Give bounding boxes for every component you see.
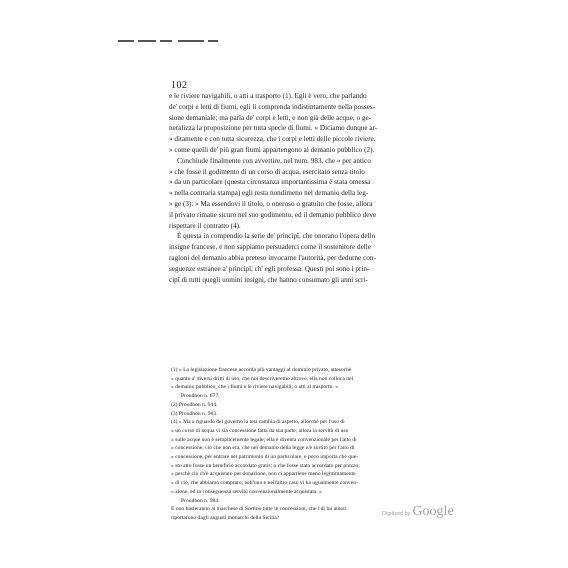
text-line: e le riviere navigabili, o atti a trasporto (1). Egli è vero, che parlando (169, 92, 367, 100)
google-logo: Google (412, 504, 454, 519)
footnote-line: » perchè ciò ch'è acquistato per donazione, non ci appartiene meno legittimamente (171, 471, 356, 478)
text-line: rispettare il contratto (4). (169, 221, 241, 230)
footnote-line: » zione, ed in conseguenza servitù convenzionalmente acquistata. » (171, 488, 322, 495)
footnote-line: Proudhon n. 677. (181, 393, 220, 400)
footnote-line: E non basteranno al marchese di Sortino tutte le concessioni, che i di lui autori (171, 506, 347, 513)
text-line: insigne francese, e non sappiamo persuaderci come il sostenitore delle (169, 243, 371, 252)
footnote-line: (2) Proudhon n. 944. (171, 401, 218, 408)
footnote-line: » concessione, per entrare nel patrimonio di un particolare, e poco importa che que- (171, 454, 359, 461)
text-line: È questa in compendio la serie de' principî, che onorano l'opera dello (177, 232, 376, 241)
text-line: seguenze estranee a' principî, ch' egli professa. Questi poi sono i prin- (169, 264, 370, 273)
footnote-line: » un corso di acqua vi sia concessione fatta da sua parte; allora la servitù di uso (171, 427, 349, 434)
text-line: sione demaniale; ma parla de' corpi e letti, e non già delle acque, o ge- (169, 113, 372, 122)
google-watermark (382, 504, 454, 520)
footnote-line: riportarono dagli augusti monarchi della Sicilia? (171, 514, 280, 521)
text-line: cipî di tutti quegli uomini insigni, che hanno consumato gli anni scri- (169, 275, 368, 284)
text-line: » ditamente e con tutta sicurezza, che i corpi e letti delle piccole riviere, (169, 135, 376, 144)
text-line: de' corpi e letti di fiumi, egli li comprenda indistintamente nella posses- (169, 102, 376, 111)
footnote-line: » concessione; ciò che non era, che nel demanio della legge n'è sortito per l'atto di (171, 445, 355, 452)
watermark-prefix: Digitized by (382, 511, 411, 517)
text-line: il privato rimane sicuro nel suo godimento, ed il demanio pubblico deve (169, 210, 377, 219)
footnote-line: Proudhon n. 984. (181, 497, 220, 504)
text-line: » da un particolare (questa circostanza importantissima è stata omessa (169, 178, 371, 187)
text-line: Conchiude finalmente con avvertire, nel num. 983, che « per antico (177, 156, 371, 165)
text-line: ragioni del demanio abbia preteso invocarne l'autorità, per dedurne con- (169, 253, 376, 262)
footnote-line: » quanto a' diversi dritti di uso, che noi descriveremo altrove, ella non colloca nel (171, 375, 354, 382)
text-line: neralizza la proposizione per tutta specie di fiumi. « Diciamo dunque ar- (169, 124, 378, 133)
footnote-line: » sto atto fosse un beneficio accordato gratis; o che fosse stato accordato per prezzo; (171, 462, 360, 469)
main-text (169, 91, 431, 285)
footnotes (171, 366, 433, 523)
text-line: » nella contraria stampa) egli resta nondimeno nel demanio della leg- (169, 189, 369, 198)
text-line: » che fosse il godimento di un corso di acqua, esercitato senza titolo (169, 167, 365, 176)
footnote-line: (4) » Ma a riguardo del governo la tesi cambia di aspetto, allorchè per l'uso di (171, 419, 345, 426)
text-line: » ge (3). » Ma essendovi il titolo, o oneroso o gratuito che fosse, allora (169, 199, 373, 208)
text-line: » come quelli de' più gran fiumi appartengono al demanio pubblico (2). (169, 145, 375, 154)
footnote-line: (1) « La legislazione francese accorda più vantaggi al dominio privato, attesochè (171, 367, 352, 373)
footnote-line: » sulle acque non è semplicemente legale; ella è diventa convenzionale per l'atto di (171, 436, 357, 443)
footnote-line: (3) Proudhon n. 983. (171, 410, 218, 417)
footnote-line: » di ciò, che abbiamo comprato; nell'uno e nell'altro caso vi ha ugualmente conven- (171, 480, 358, 487)
footnote-line: » demanio pubblico, che i fiumi e le riviere navigabili, o atti al trasporto. » (171, 384, 338, 391)
page-number: 102 (171, 80, 188, 91)
